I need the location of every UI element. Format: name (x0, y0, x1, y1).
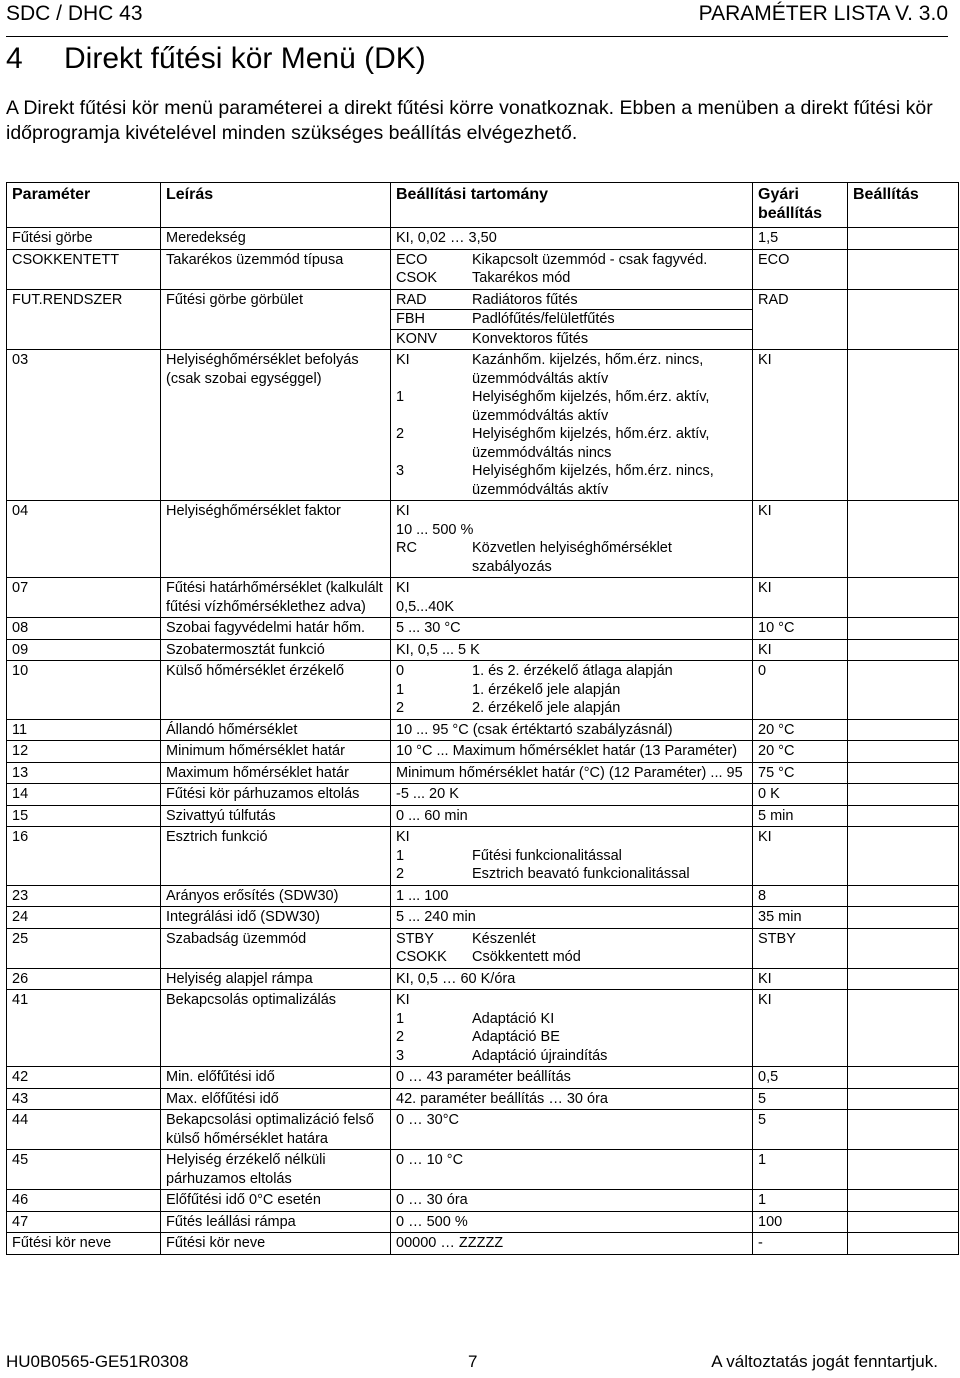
range-cell (391, 661, 753, 720)
factory-setting-cell: KI (753, 639, 848, 661)
user-setting-cell (848, 885, 959, 907)
range-cell (391, 907, 753, 929)
description-cell: Helyiség alapjel rámpa (161, 968, 391, 990)
range-option (396, 930, 747, 949)
range-option: 5 ... 240 min (396, 909, 476, 925)
table-row (7, 1110, 959, 1150)
description-cell: Min. előfűtési idő (161, 1067, 391, 1089)
range-option-text: Helyiséghőm kijelzés, hőm.érz. nincs, üzemmódváltás aktív (472, 463, 714, 498)
range-option (396, 847, 747, 866)
table-row (7, 1067, 959, 1089)
factory-setting-cell: 35 min (753, 907, 848, 929)
header-right: PARAMÉTER LISTA V. 3.0 (698, 2, 948, 25)
range-option-code: STBY (396, 930, 434, 947)
param-cell: Fűtési kör neve (7, 1233, 161, 1255)
param-cell: 23 (7, 885, 161, 907)
factory-setting-cell: 0 K (753, 784, 848, 806)
range-option: KI (396, 580, 410, 596)
range-option-code: 2 (396, 700, 405, 716)
user-setting-cell (848, 990, 959, 1067)
range-option-text: Padlófűtés/felületfűtés (472, 311, 615, 327)
range-option-text: Kazánhőm. kijelzés, hőm.érz. nincs, üzemmódváltás aktív (472, 352, 704, 387)
table-row (7, 289, 959, 350)
param-cell: 26 (7, 968, 161, 990)
range-option-text: Helyiséghőm kijelzés, hőm.érz. aktív, üzemmódváltás aktív (472, 389, 710, 424)
range-cell (391, 1150, 753, 1190)
user-setting-cell (848, 805, 959, 827)
user-setting-cell (848, 968, 959, 990)
table-body (7, 228, 959, 1255)
range-option: KI, 0,5 ... 5 K (396, 641, 480, 658)
range-option-text: Adaptáció KI (472, 1010, 555, 1027)
param-cell: 42 (7, 1067, 161, 1089)
param-cell: 12 (7, 741, 161, 763)
factory-setting-cell: 1 (753, 1150, 848, 1190)
factory-setting-cell: 100 (753, 1211, 848, 1233)
description-cell: Bekapcsolási optimalizáció felső külső hőmérséklet határa (161, 1110, 391, 1150)
table-row (7, 618, 959, 640)
factory-setting-cell: KI (753, 578, 848, 618)
range-cell (391, 827, 753, 886)
param-cell: FUT.RENDSZER (7, 289, 161, 350)
range-option-code: 1 (396, 1010, 405, 1027)
factory-setting-cell: KI (753, 827, 848, 886)
description-cell: Előfűtési idő 0°C esetén (161, 1190, 391, 1212)
table-row (7, 228, 959, 250)
table-row (7, 249, 959, 289)
range-cell (391, 762, 753, 784)
col-header-factory: Gyári beállítás (753, 183, 848, 228)
factory-setting-cell: KI (753, 501, 848, 578)
range-option-text: Helyiséghőm kijelzés, hőm.érz. aktív, üzemmódváltás nincs (472, 426, 710, 461)
description-cell: Szabadság üzemmód (161, 928, 391, 968)
table-row (7, 1150, 959, 1190)
range-option-code: KONV (396, 330, 438, 347)
factory-setting-cell: 10 °C (753, 618, 848, 640)
param-cell: 24 (7, 907, 161, 929)
factory-setting-cell: 0 (753, 661, 848, 720)
range-option (396, 251, 747, 270)
range-option: 42. paraméter beállítás … 30 óra (396, 1090, 608, 1107)
range-option: KI (396, 503, 410, 519)
param-cell: 09 (7, 639, 161, 661)
table-row (7, 762, 959, 784)
factory-setting-cell: 5 (753, 1088, 848, 1110)
range-option (396, 425, 747, 462)
table-row (7, 990, 959, 1067)
user-setting-cell (848, 661, 959, 720)
range-option: 0 … 43 paraméter beállítás (396, 1069, 571, 1085)
param-cell: Fűtési görbe (7, 228, 161, 250)
description-cell: Helyiséghőmérséklet faktor (161, 501, 391, 578)
user-setting-cell (848, 1067, 959, 1089)
param-cell: 08 (7, 618, 161, 640)
range-option-text: Adaptáció újraindítás (472, 1047, 608, 1064)
description-cell: Szobatermosztát funkció (161, 639, 391, 661)
param-cell: 14 (7, 784, 161, 806)
range-option: KI (396, 829, 410, 845)
range-option-text: Konvektoros fűtés (472, 330, 589, 347)
col-header-param: Paraméter (7, 183, 161, 228)
range-option: -5 ... 20 K (396, 786, 459, 802)
user-setting-cell (848, 1088, 959, 1110)
range-cell (391, 1211, 753, 1233)
factory-setting-cell: 20 °C (753, 741, 848, 763)
range-option-text: Esztrich beavató funkcionalitással (472, 866, 690, 882)
col-header-desc: Leírás (161, 183, 391, 228)
range-option: 0 … 30 óra (396, 1192, 468, 1208)
range-option (396, 699, 747, 718)
user-setting-cell (848, 350, 959, 501)
parameter-table (6, 182, 959, 1255)
footer-note: A változtatás jogát fenntartjuk. (711, 1352, 938, 1371)
factory-setting-cell: KI (753, 968, 848, 990)
param-cell: 07 (7, 578, 161, 618)
range-option-text: 1. és 2. érzékelő átlaga alapján (472, 663, 673, 679)
factory-setting-cell: 1 (753, 1190, 848, 1212)
table-row (7, 578, 959, 618)
range-cell (391, 1233, 753, 1255)
description-cell: Fűtési kör neve (161, 1233, 391, 1255)
table-row (7, 501, 959, 578)
range-option-text: 2. érzékelő jele alapján (472, 700, 621, 716)
range-cell (391, 249, 753, 289)
factory-setting-cell: 5 min (753, 805, 848, 827)
factory-setting-cell: 0,5 (753, 1067, 848, 1089)
range-option: 0,5...40K (396, 598, 455, 615)
description-cell: Helyiséghőmérséklet befolyás (csak szobai egységgel) (161, 350, 391, 501)
range-option (396, 388, 747, 425)
range-option-code: 3 (396, 463, 405, 479)
param-cell: 41 (7, 990, 161, 1067)
table-row (7, 1211, 959, 1233)
range-option (396, 681, 747, 700)
range-option-code: RC (396, 540, 417, 556)
user-setting-cell (848, 1190, 959, 1212)
range-option: 0 … 10 °C (396, 1152, 464, 1168)
section-title-text: Direkt fűtési kör Menü (DK) (64, 42, 426, 75)
description-cell: Fűtési határhőmérséklet (kalkulált fűtési vízhőmérséklethez adva) (161, 578, 391, 618)
range-option (396, 1028, 747, 1047)
user-setting-cell (848, 928, 959, 968)
table-header-row (7, 183, 959, 228)
description-cell: Bekapcsolás optimalizálás (161, 990, 391, 1067)
description-cell: Esztrich funkció (161, 827, 391, 886)
range-option (396, 865, 747, 884)
param-cell: CSOKKENTETT (7, 249, 161, 289)
param-cell: 25 (7, 928, 161, 968)
param-cell: 04 (7, 501, 161, 578)
param-cell: 43 (7, 1088, 161, 1110)
table-row (7, 805, 959, 827)
range-cell (391, 639, 753, 661)
range-cell (391, 228, 753, 250)
user-setting-cell (848, 907, 959, 929)
table-row (7, 885, 959, 907)
range-option: 0 … 500 % (396, 1213, 468, 1230)
range-option (391, 291, 752, 311)
intro-paragraph: A Direkt fűtési kör menü paraméterei a direkt fűtési körre vonatkoznak. Ebben a menüben a direkt fűtési kör időprogramja kivételével minden szükséges beállítás elvégezhető. (6, 97, 933, 144)
range-option-code: 1 (396, 681, 405, 698)
range-option: 00000 … ZZZZZ (396, 1235, 504, 1251)
range-cell (391, 784, 753, 806)
user-setting-cell (848, 501, 959, 578)
page-header (6, 2, 948, 37)
param-cell: 11 (7, 719, 161, 741)
range-cell (391, 350, 753, 501)
range-option: 5 ... 30 °C (396, 620, 461, 636)
description-cell: Fűtési kör párhuzamos eltolás (161, 784, 391, 806)
description-cell: Szobai fagyvédelmi határ hőm. (161, 618, 391, 640)
param-cell: 47 (7, 1211, 161, 1233)
description-cell: Fűtési görbe görbület (161, 289, 391, 350)
factory-setting-cell: ECO (753, 249, 848, 289)
range-option: 0 ... 60 min (396, 807, 468, 824)
factory-setting-cell: 5 (753, 1110, 848, 1150)
description-cell: Fűtés leállási rámpa (161, 1211, 391, 1233)
description-cell: Minimum hőmérséklet határ (161, 741, 391, 763)
range-option (396, 662, 747, 681)
col-header-setting: Beállítás (848, 183, 959, 228)
description-cell: Maximum hőmérséklet határ (161, 762, 391, 784)
param-cell: 46 (7, 1190, 161, 1212)
table-row (7, 639, 959, 661)
range-cell (391, 885, 753, 907)
range-option: Minimum hőmérséklet határ (°C) (12 Paraméter) ... 95 (396, 764, 743, 781)
description-cell: Max. előfűtési idő (161, 1088, 391, 1110)
range-cell (391, 618, 753, 640)
range-cell (391, 990, 753, 1067)
header-left: SDC / DHC 43 (6, 2, 143, 25)
col-header-range: Beállítási tartomány (391, 183, 753, 228)
table-row (7, 827, 959, 886)
user-setting-cell (848, 1211, 959, 1233)
range-option (396, 539, 747, 576)
description-cell: Arányos erősítés (SDW30) (161, 885, 391, 907)
user-setting-cell (848, 1150, 959, 1190)
range-option (396, 948, 747, 967)
range-option: KI (396, 992, 410, 1008)
range-option: 10 ... 95 °C (csak értéktartó szabályzásnál) (396, 721, 673, 738)
user-setting-cell (848, 618, 959, 640)
range-cell (391, 1190, 753, 1212)
range-option-code: 0 (396, 663, 405, 679)
range-cell (391, 928, 753, 968)
range-option (396, 351, 747, 388)
description-cell: Szivattyú túlfutás (161, 805, 391, 827)
param-cell: 03 (7, 350, 161, 501)
range-option-code: ECO (396, 251, 428, 268)
range-option-code: 2 (396, 866, 405, 882)
table-row (7, 741, 959, 763)
range-option-code: 3 (396, 1047, 405, 1064)
range-option-code: 1 (396, 389, 405, 405)
table-row (7, 1233, 959, 1255)
range-cell (391, 1088, 753, 1110)
user-setting-cell (848, 228, 959, 250)
range-cell (391, 741, 753, 763)
description-cell: Külső hőmérséklet érzékelő (161, 661, 391, 720)
range-option-code: 2 (396, 426, 405, 442)
user-setting-cell (848, 741, 959, 763)
param-cell: 10 (7, 661, 161, 720)
range-option-text: Radiátoros fűtés (472, 291, 578, 308)
user-setting-cell (848, 289, 959, 350)
range-option-text: Kikapcsolt üzemmód - csak fagyvéd. (472, 251, 708, 268)
table-row (7, 719, 959, 741)
range-cell (391, 289, 753, 350)
table-row (7, 968, 959, 990)
table-row (7, 1088, 959, 1110)
range-cell (391, 578, 753, 618)
user-setting-cell (848, 578, 959, 618)
range-cell (391, 501, 753, 578)
range-option (396, 269, 747, 288)
range-option-text: Készenlét (472, 930, 536, 947)
range-option: 1 ... 100 (396, 887, 449, 904)
factory-setting-cell: 20 °C (753, 719, 848, 741)
factory-setting-cell: KI (753, 990, 848, 1067)
range-option-code: CSOK (396, 270, 438, 286)
range-cell (391, 1110, 753, 1150)
factory-setting-cell: - (753, 1233, 848, 1255)
user-setting-cell (848, 827, 959, 886)
range-option-code: CSOKK (396, 949, 447, 965)
range-option: 10 °C ... Maximum hőmérséklet határ (13 Paraméter) (396, 743, 738, 759)
range-option: 0 … 30°C (396, 1112, 460, 1128)
range-option (396, 1047, 747, 1066)
factory-setting-cell: 75 °C (753, 762, 848, 784)
param-cell: 45 (7, 1150, 161, 1190)
range-option (396, 1010, 747, 1029)
table-row (7, 907, 959, 929)
user-setting-cell (848, 249, 959, 289)
description-cell: Meredekség (161, 228, 391, 250)
factory-setting-cell: 1,5 (753, 228, 848, 250)
range-option (396, 330, 747, 349)
range-option-text: Közvetlen helyiséghőmérséklet szabályozás (472, 540, 672, 575)
range-option: KI, 0,5 … 60 K/óra (396, 970, 516, 987)
param-cell: 44 (7, 1110, 161, 1150)
range-option-code: RAD (396, 291, 427, 308)
description-cell: Helyiség érzékelő nélküli párhuzamos eltolás (161, 1150, 391, 1190)
user-setting-cell (848, 1110, 959, 1150)
table-row (7, 784, 959, 806)
section-number: 4 (6, 42, 23, 75)
description-cell: Állandó hőmérséklet (161, 719, 391, 741)
range-option-text: Takarékos mód (472, 270, 571, 286)
param-cell: 15 (7, 805, 161, 827)
range-cell (391, 968, 753, 990)
param-cell: 13 (7, 762, 161, 784)
range-option-text: Adaptáció BE (472, 1029, 560, 1045)
user-setting-cell (848, 719, 959, 741)
range-cell (391, 719, 753, 741)
range-option-code: FBH (396, 311, 425, 327)
factory-setting-cell: 8 (753, 885, 848, 907)
table-row (7, 350, 959, 501)
user-setting-cell (848, 1233, 959, 1255)
factory-setting-cell: KI (753, 350, 848, 501)
description-cell: Integrálási idő (SDW30) (161, 907, 391, 929)
range-option-code: 1 (396, 847, 405, 864)
user-setting-cell (848, 784, 959, 806)
table-row (7, 661, 959, 720)
range-option-text: 1. érzékelő jele alapján (472, 681, 621, 698)
user-setting-cell (848, 762, 959, 784)
factory-setting-cell: STBY (753, 928, 848, 968)
range-option (391, 310, 752, 330)
range-option (396, 462, 747, 499)
range-option: 10 ... 500 % (396, 521, 474, 538)
footer-page-number: 7 (468, 1352, 478, 1371)
range-option-text: Fűtési funkcionalitással (472, 847, 622, 864)
table-row (7, 928, 959, 968)
range-option-text: Csökkentett mód (472, 949, 581, 965)
user-setting-cell (848, 639, 959, 661)
range-option: KI, 0,02 … 3,50 (396, 230, 497, 246)
description-cell: Takarékos üzemmód típusa (161, 249, 391, 289)
section-title (6, 42, 426, 76)
factory-setting-cell: RAD (753, 289, 848, 350)
range-option-code: KI (396, 352, 410, 368)
range-option-code: 2 (396, 1029, 405, 1045)
table-row (7, 1190, 959, 1212)
range-cell (391, 1067, 753, 1089)
footer-doc-code: HU0B0565-GE51R0308 (6, 1352, 189, 1371)
param-cell: 16 (7, 827, 161, 886)
range-cell (391, 805, 753, 827)
